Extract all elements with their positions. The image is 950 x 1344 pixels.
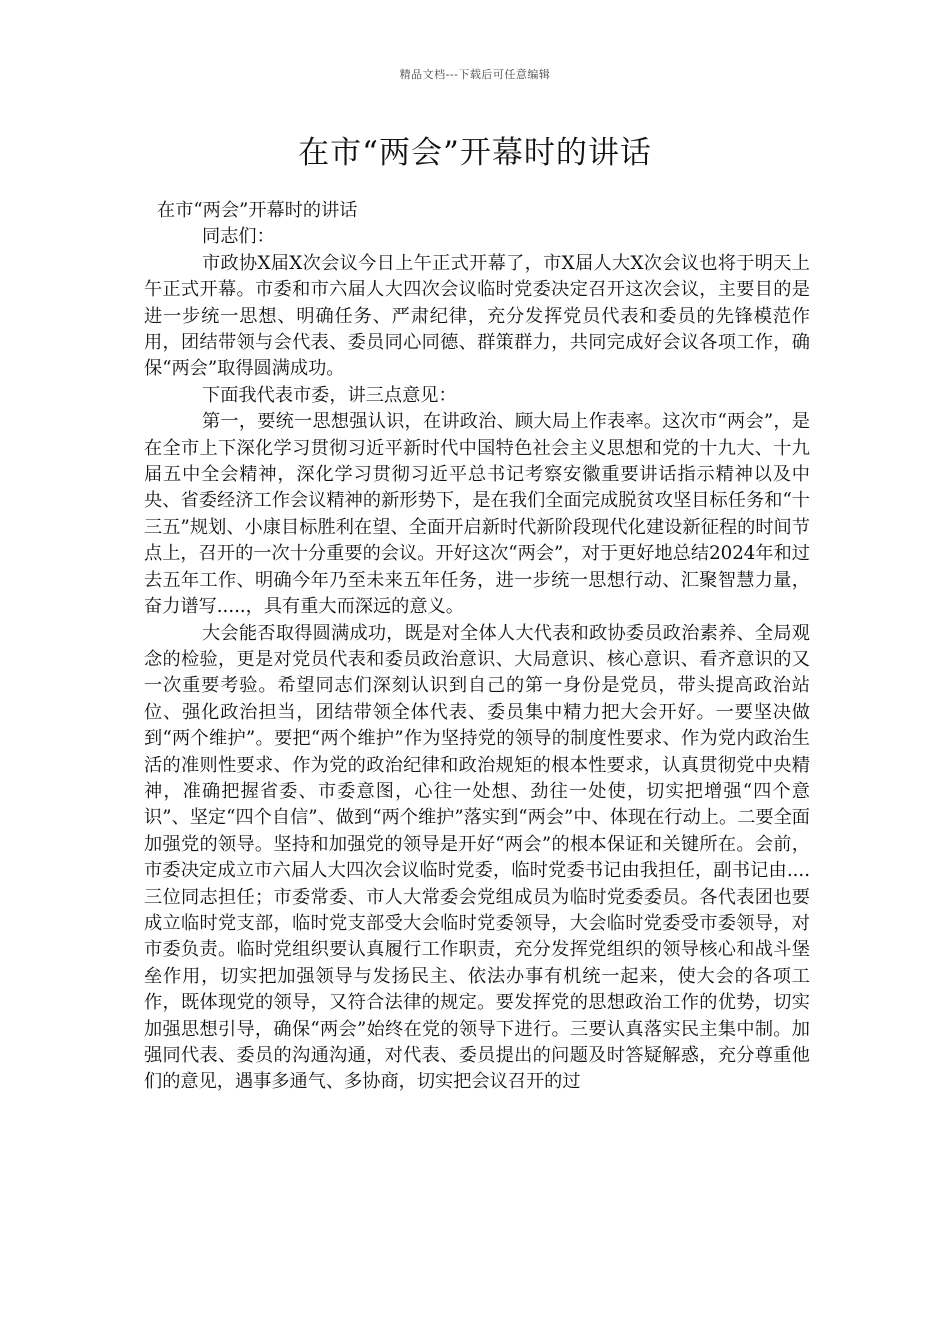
- paragraph: 大会能否取得圆满成功，既是对全体人大代表和政协委员政治素养、全局观念的检验，更是对党员代表和委员政治意识、大局意识、核心意识、看齐意识的又一次重要考验。希望同志们深刻认识到自己的第一身份是党员，带头提高政治站位、强化政治担当，团结带领全体代表、委员集中精力把大会开好。一要坚决做到“两个维护”。要把“两个维护”作为坚持党的领导的制度性要求、作为党内政治生活的准则性要求、作为党的政治纪律和政治规矩的根本性要求，认真贯彻党中央精神，准确把握省委、市委意图，心往一处想、劲往一处使，切实把增强“四个意识”、坚定“四个自信”、做到“两个维护”落实到“两会”中、体现在行动上。二要全面加强党的领导。坚持和加强党的领导是开好“两会”的根本保证和关键所在。会前，市委决定成立市六届人大四次会议临时党委，临时党委书记由我担任，副书记由....三位同志担任；市委常委、市人大常委会党组成员为临时党委委员。各代表团也要成立临时党支部，临时党支部受大会临时党委领导，大会临时党委受市委领导，对市委负责。临时党组织要认真履行工作职责，充分发挥党组织的领导核心和战斗堡垒作用，切实把加强领导与发扬民主、依法办事有机统一起来，使大会的各项工作，既体现党的领导，又符合法律的规定。要发挥党的思想政治工作的优势，切实加强思想引导，确保“两会”始终在党的领导下进行。三要认真落实民主集中制。加强同代表、委员的沟通沟通，对代表、委员提出的问题及时答疑解惑，充分尊重他们的意见，遇事多通气、多协商，切实把会议召开的过: [144, 622, 810, 1093]
- document-body: [144, 198, 810, 1096]
- paragraph: 第一，要统一思想强认识，在讲政治、顾大局上作表率。这次市“两会”，是在全市上下深化学习贯彻习近平新时代中国特色社会主义思想和党的十九大、十九届五中全会精神，深化学习贯彻习近平总书记考察安徽重要讲话指示精神以及中央、省委经济工作会议精神的新形势下，是在我们全面完成脱贫攻坚目标任务和“十三五”规划、小康目标胜利在望、全面开启新时代新阶段现代化建设新征程的时间节点上，召开的一次十分重要的会议。开好这次“两会”，对于更好地总结2024年和过去五年工作、明确今年乃至未来五年任务，进一步统一思想行动、汇聚智慧力量，奋力谱写.....，具有重大而深远的意义。: [144, 411, 810, 618]
- paragraph: 市政协X届X次会议今日上午正式开幕了，市X届人大X次会议也将于明天上午正式开幕。市委和市六届人大四次会议临时党委决定召开这次会议，主要目的是进一步统一思想、明确任务、严肃纪律，充分发挥党员代表和委员的先锋模范作用，团结带领与会代表、委员同心同德、群策群力，共同完成好会议各项工作，确保“两会”取得圆满成功。: [144, 252, 810, 380]
- greeting: 同志们：: [202, 226, 275, 248]
- document-title: 在市“两会”开幕时的讲话: [298, 135, 652, 171]
- page-header-note: 精品文档---下载后可任意编辑: [399, 68, 551, 81]
- paragraph: 下面我代表市委，讲三点意见：: [202, 384, 457, 406]
- document-subtitle: 在市“两会”开幕时的讲话: [157, 200, 358, 221]
